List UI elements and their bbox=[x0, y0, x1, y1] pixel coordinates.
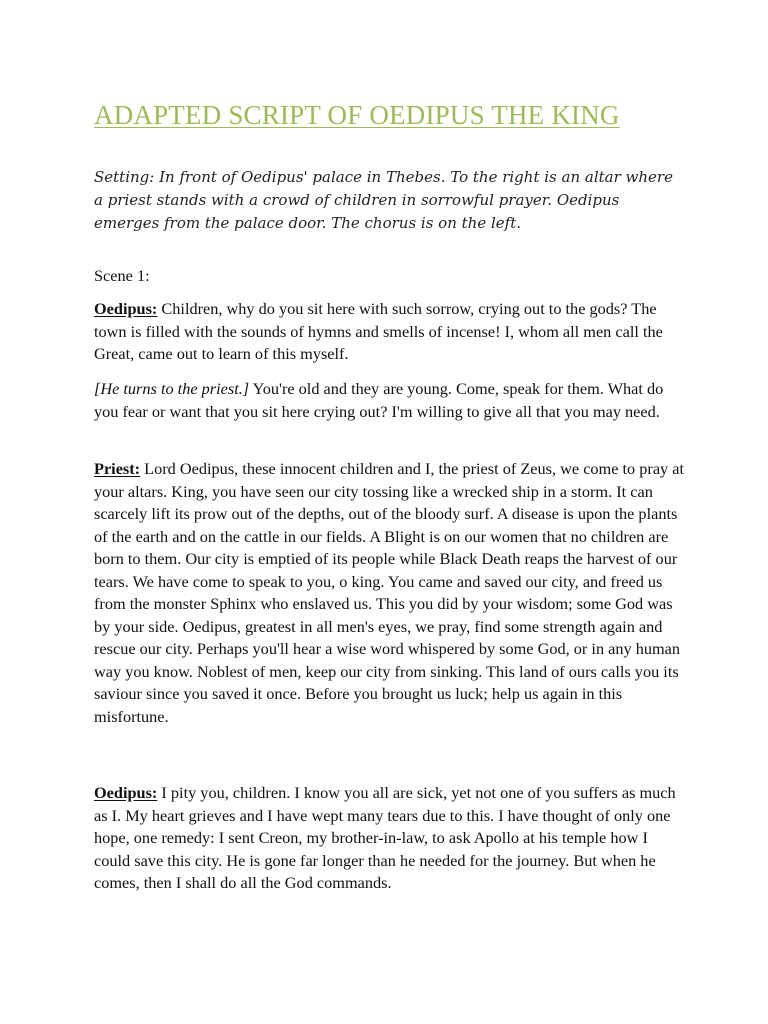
speaker-label: Oedipus: bbox=[94, 299, 158, 318]
dialogue-paragraph bbox=[94, 378, 684, 423]
dialogue-paragraph bbox=[94, 298, 684, 366]
scene-label: Scene 1: bbox=[94, 266, 150, 285]
stage-direction: [He turns to the priest.] bbox=[94, 379, 250, 398]
dialogue-text: Lord Oedipus, these innocent children and I, the priest of Zeus, we come to pray at your altars. King, you have seen our city tossing like a wrecked ship in a storm. It can scarcely lift its prow out of the depths, out of the bloody surf. A disease is upon the plants of the earth and on the cattle in our fields. A Blight is on our women that no children are born to them. Our city is emptied of its people while Black Death reaps the harvest of our tears. We have come to speak to you, o king. You came and saved our city, and freed us from the monster Sphinx who enslaved us. This you did by your wisdom; some God was by your side. Oedipus, greatest in all men's eyes, we pray, find some strength again and rescue our city. Perhaps you'll hear a wise word whispered by some God, or in any human way you know. Noblest of men, keep our city from sinking. This land of ours calls you its saviour since you saved it once. Before you brought us luck; help us again in this misfortune. bbox=[94, 459, 685, 726]
setting-description: Setting: In front of Oedipus' palace in Thebes. To the right is an altar where a priest stands with a crowd of children in sorrowful prayer. Oedipus emerges from the palace door. The chorus is on the left. bbox=[94, 168, 673, 232]
dialogue-text: You're old and they are young. Come, speak for them. What do you fear or want that you sit here crying out? I'm willing to give all that you may need. bbox=[94, 379, 664, 421]
dialogue-text: Children, why do you sit here with such sorrow, crying out to the gods? The town is filled with the sounds of hymns and smells of incense! I, whom all men call the Great, came out to learn of this myself. bbox=[94, 299, 663, 363]
dialogue-paragraph bbox=[94, 782, 684, 895]
dialogue-text: I pity you, children. I know you all are sick, yet not one of you suffers as much as I. My heart grieves and I have wept many tears due to this. I have thought of only one hope, one remedy: I sent Creon, my brother-in-law, to ask Apollo at his temple how I could save this city. He is gone far longer than he needed for the journey. But when he comes, then I shall do all the God commands. bbox=[94, 783, 676, 892]
dialogue-paragraph bbox=[94, 458, 684, 728]
speaker-label: Priest: bbox=[94, 459, 141, 478]
speaker-label: Oedipus: bbox=[94, 783, 158, 802]
page-title: ADAPTED SCRIPT OF OEDIPUS THE KING bbox=[94, 100, 620, 130]
